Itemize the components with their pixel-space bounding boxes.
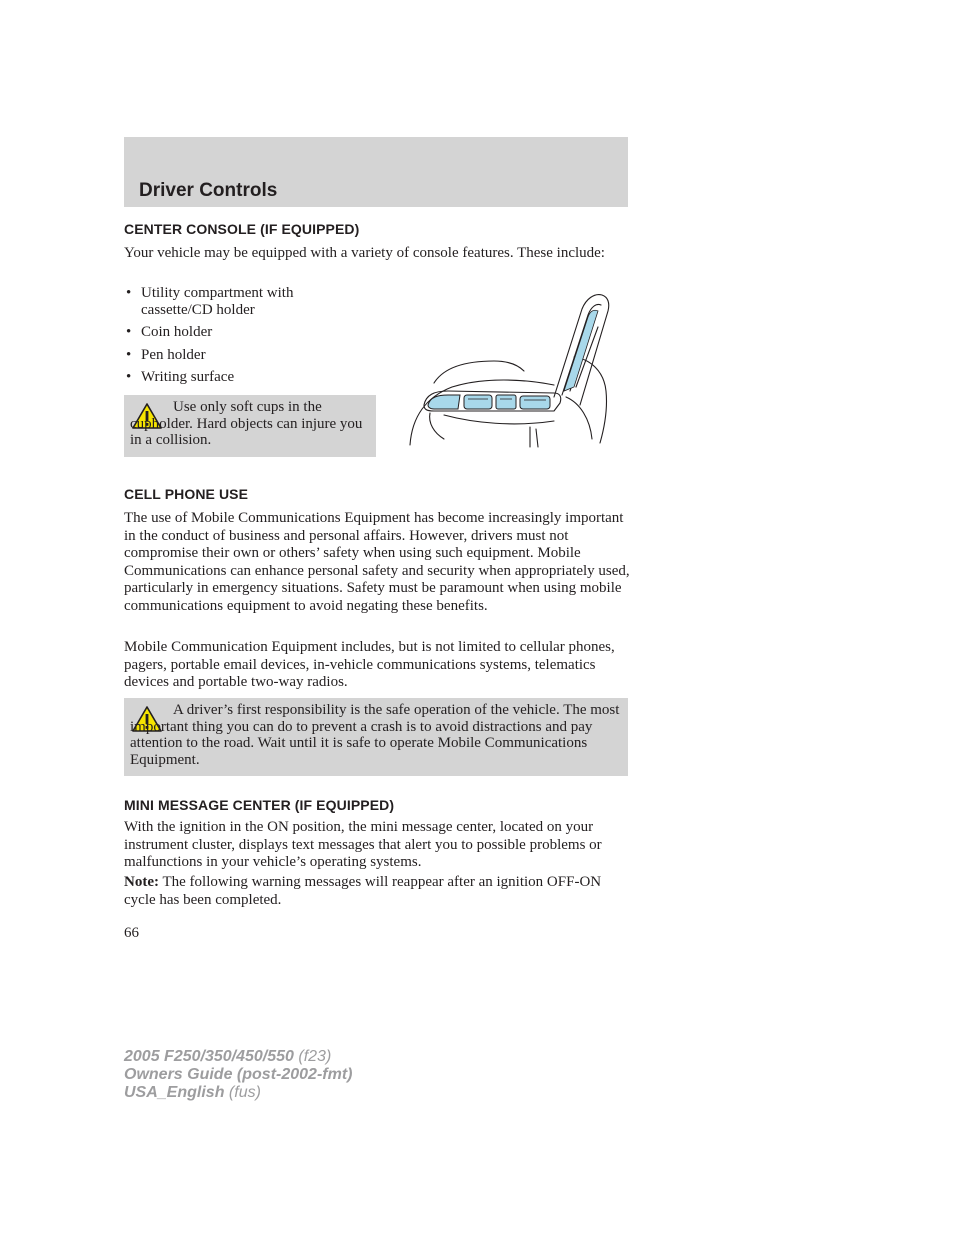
- footer-document-id: [124, 1048, 352, 1102]
- list-item: • Writing surface: [124, 369, 344, 386]
- mini-message-note: [124, 874, 630, 909]
- center-console-intro: Your vehicle may be equipped with a variety of console features. These include:: [124, 245, 605, 261]
- footer-model: 2005 F250/350/450/550: [124, 1048, 294, 1065]
- cell-phone-heading: CELL PHONE USE: [124, 486, 249, 502]
- mini-message-para: With the ignition in the ON position, the mini message center, located on your instrument cluster, displays text messages that alert you to possible problems or malfunctions in your vehicle’s operating systems.: [124, 819, 602, 871]
- cell-phone-para-1: The use of Mobile Communications Equipment has become increasingly important in the conduct of business and personal affairs. However, drivers must not compromise their own or others’ safety when using such equipment. Mobile Communications can enhance personal safety and security when appropriately used, particularly in emergency situations. Safety must be paramount when using mobile communications equipment to avoid negating these benefits.: [124, 510, 630, 614]
- warning-text: A driver’s first responsibility is the safe operation of the vehicle. The most important thing you can do to prevent a crash is to avoid distractions and pay attention to the road. Wait until it is safe to operate Mobile Communications Equipment.: [130, 702, 620, 768]
- page-number: 66: [124, 925, 139, 941]
- note-text: The following warning messages will reappear after an ignition OFF-ON cycle has been completed.: [124, 874, 602, 908]
- cupholder-warning-box: [124, 395, 376, 457]
- center-console-illustration: [404, 287, 614, 449]
- driver-responsibility-warning-box: [124, 698, 628, 776]
- list-item: • Pen holder: [124, 347, 344, 364]
- center-console-heading: CENTER CONSOLE (IF EQUIPPED): [124, 221, 360, 237]
- footer-language-code: (fus): [224, 1084, 261, 1101]
- warning-text: Use only soft cups in the cupholder. Hard objects can injure you in a collision.: [130, 399, 363, 449]
- cell-phone-para-2: Mobile Communication Equipment includes, but is not limited to cellular phones, pagers, portable email devices, in-vehicle communications systems, telematics devices and portable two-way radios.: [124, 639, 615, 691]
- list-item: • Utility compartment with cassette/CD holder: [124, 285, 344, 318]
- mini-message-heading: MINI MESSAGE CENTER (IF EQUIPPED): [124, 797, 395, 813]
- footer-language: USA_English: [124, 1084, 225, 1101]
- list-item: • Coin holder: [124, 324, 344, 341]
- footer-guide: Owners Guide (post-2002-fmt): [124, 1066, 353, 1083]
- console-feature-list: [124, 285, 344, 392]
- note-label: Note:: [124, 874, 159, 890]
- section-title: Driver Controls: [139, 180, 278, 201]
- header-band: [124, 137, 628, 207]
- footer-model-code: (f23): [293, 1048, 332, 1065]
